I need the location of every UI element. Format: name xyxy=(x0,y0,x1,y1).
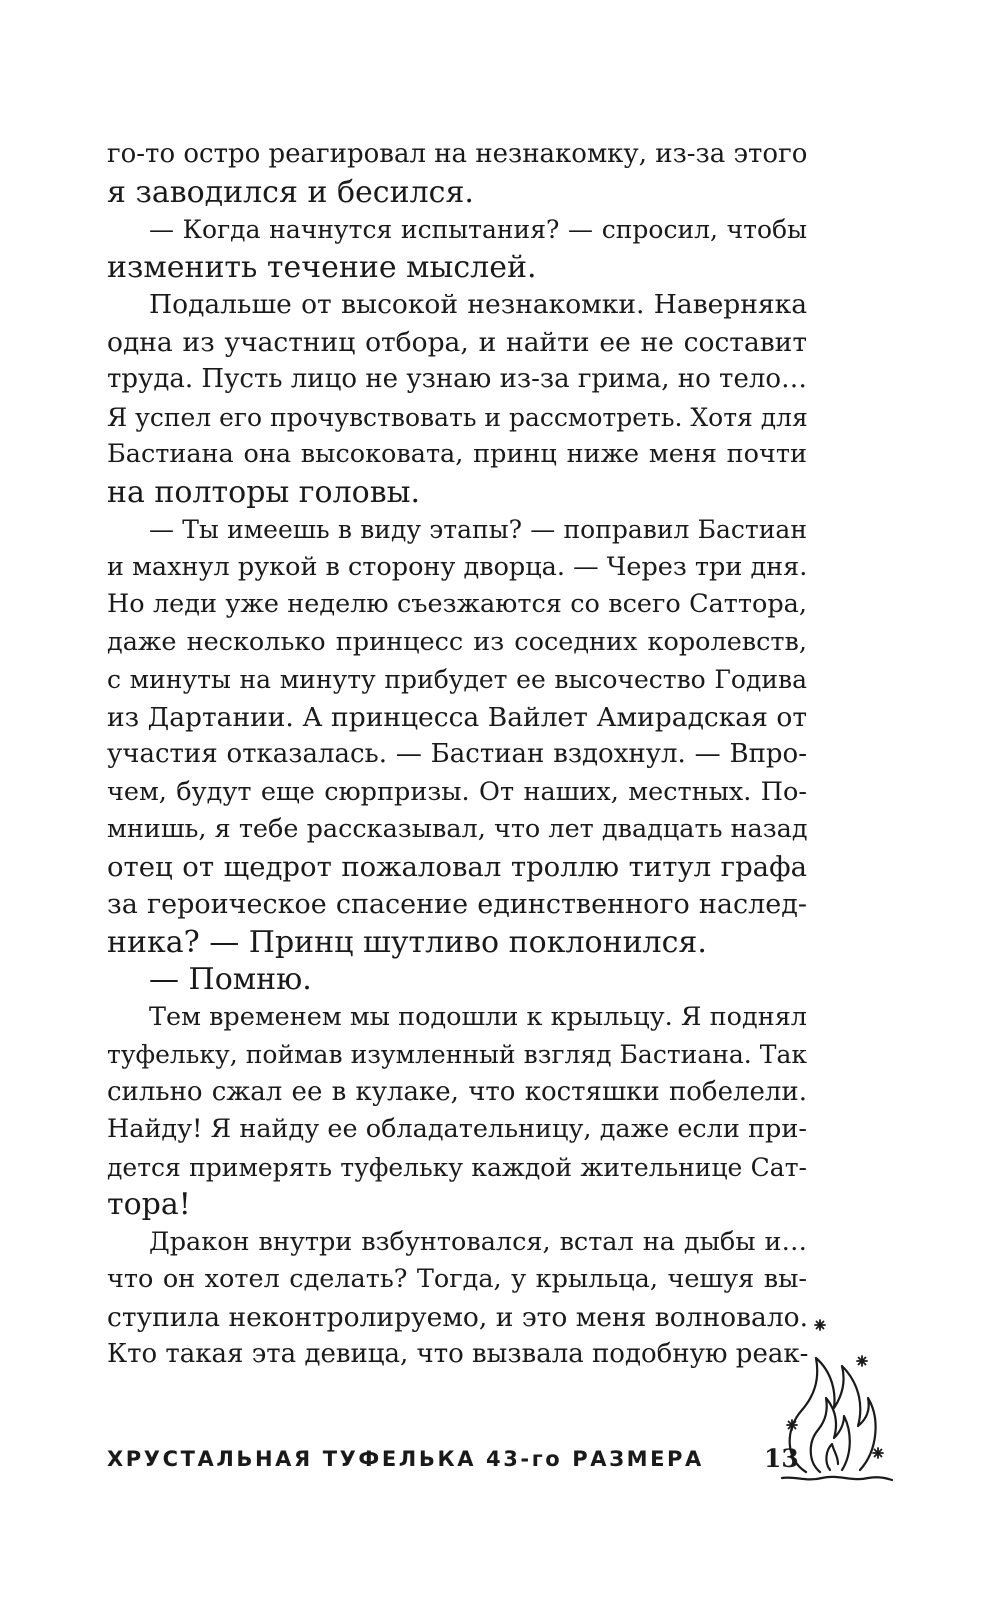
text-line: с минуты на минуту прибудет ее высочество Годива xyxy=(107,665,807,694)
spark-icon xyxy=(815,1320,825,1330)
text-line: — Когда начнутся испытания? — спросил, чтобы xyxy=(149,215,807,244)
flame-icon xyxy=(776,1300,896,1490)
text-line: что он хотел сделать? Тогда, у крыльца, чешуя вы- xyxy=(107,1264,807,1294)
text-line: одна из участниц отбора, и найти ее не составит xyxy=(107,326,807,358)
text-line: отец от щедрот пожаловал троллю титул графа xyxy=(107,850,807,883)
text-line: Дракон внутри взбунтовался, встал на дыбы и… xyxy=(149,1226,807,1257)
running-footer-title: ХРУСТАЛЬНАЯ ТУФЕЛЬКА 43-го РАЗМЕРА xyxy=(107,1447,704,1471)
text-line: из Дартании. А принцесса Вайлет Амирадская от xyxy=(107,701,807,733)
text-line: сильно сжал ее в кулаке, что костяшки побелели. xyxy=(107,1076,807,1107)
text-line: Но леди уже неделю съезжаются со всего Саттора, xyxy=(107,589,807,619)
text-line: — Помню. xyxy=(149,962,312,997)
text-line: — Ты имеешь в виду этапы? — поправил Бастиан xyxy=(149,515,807,544)
text-line: дется примерять туфельку каждой жительнице Сат- xyxy=(107,1152,807,1182)
text-line: мнишь, я тебе рассказывал, что лет двадцать назад xyxy=(107,814,808,844)
text-line: Подальше от высокой незнакомки. Наверняка xyxy=(149,289,807,320)
spark-icon xyxy=(857,1356,867,1366)
text-line: я заводился и бесился. xyxy=(107,174,474,210)
text-line: труда. Пусть лицо не узнаю из-за грима, но тело… xyxy=(107,364,807,394)
text-line: Я успел его прочувствовать и рассмотреть. Хотя для xyxy=(107,402,808,432)
text-line: го-то остро реагировал на незнакомку, из-за этого xyxy=(107,139,808,169)
text-line: чем, будут еще сюрпризы. От наших, местных. По- xyxy=(107,776,807,807)
text-line: ступила неконтролируемо, и это меня волновало. xyxy=(107,1301,809,1333)
spark-icon xyxy=(873,1448,883,1458)
text-line: участия отказалась. — Бастиан вздохнул. — Впро- xyxy=(107,739,807,769)
text-line: даже несколько принцесс из соседних королевств, xyxy=(107,626,807,657)
text-line: и махнул рукой в сторону дворца. — Через три дня. xyxy=(107,551,808,582)
body-text xyxy=(107,136,807,1374)
text-line: на полторы головы. xyxy=(107,474,421,510)
text-line: изменить течение мыслей. xyxy=(107,249,537,285)
text-line: Кто такая эта девица, что вызвала подобную реак- xyxy=(107,1339,809,1369)
text-line: ника? — Принц шутливо поклонился. xyxy=(107,924,707,960)
text-line: за героическое спасение единственного наслед- xyxy=(107,889,807,920)
page-number: 13 xyxy=(764,1444,799,1473)
text-line: Бастиана она высоковата, принц ниже меня почти xyxy=(107,439,807,469)
text-line: Тем временем мы подошли к крыльцу. Я поднял xyxy=(149,1001,807,1032)
text-line: туфельку, поймав изумленный взгляд Бастиана. Так xyxy=(107,1040,807,1069)
text-line: Найду! Я найду ее обладательницу, даже если при- xyxy=(107,1114,807,1144)
text-line: тора! xyxy=(107,1187,191,1222)
